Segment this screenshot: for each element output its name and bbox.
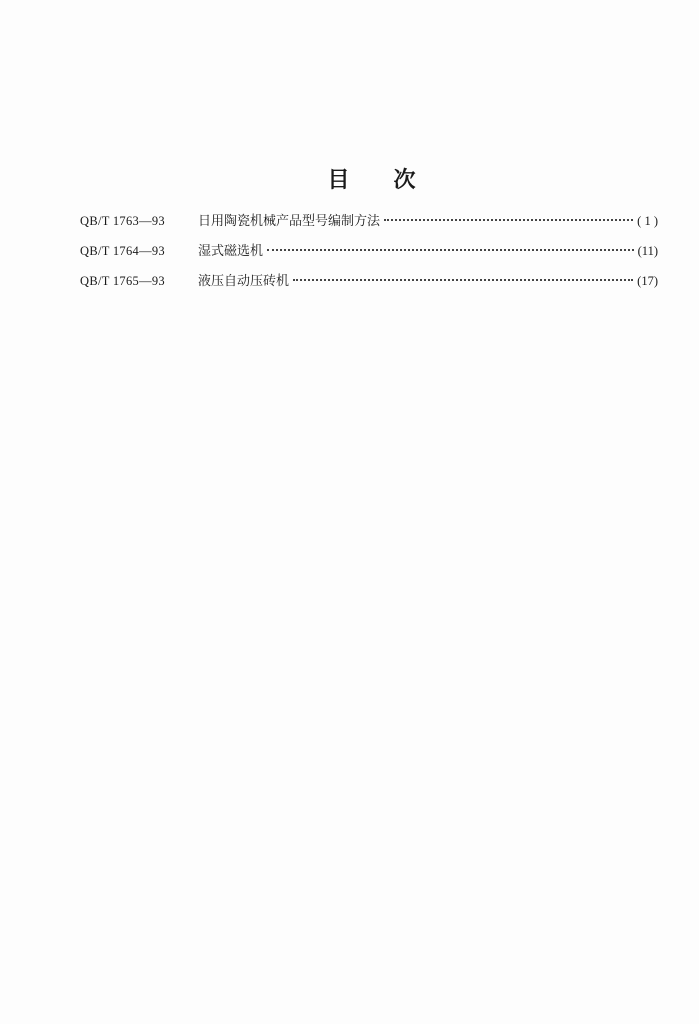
- toc-entry-title: 日用陶瓷机械产品型号编制方法: [198, 214, 381, 229]
- toc-entry-code: QB/T 1765—93: [80, 274, 165, 288]
- page-title: 目 次: [327, 168, 416, 193]
- toc-entry-page: (11): [637, 244, 658, 258]
- toc-leader-dots: [267, 249, 634, 251]
- toc-leader-dots: [384, 219, 633, 221]
- toc-leader-dots: [293, 279, 633, 281]
- toc-entry[interactable]: [80, 240, 658, 270]
- table-of-contents: [80, 210, 658, 300]
- toc-entry-page: ( 1 ): [637, 214, 658, 228]
- toc-entry-page: (17): [637, 274, 658, 288]
- toc-entry[interactable]: [80, 210, 658, 240]
- toc-entry-title: 湿式磁选机: [198, 244, 264, 259]
- toc-entry-title: 液压自动压砖机: [198, 274, 290, 289]
- toc-entry-code: QB/T 1763—93: [80, 214, 165, 228]
- toc-entry-code: QB/T 1764—93: [80, 244, 165, 258]
- toc-entry[interactable]: [80, 270, 658, 300]
